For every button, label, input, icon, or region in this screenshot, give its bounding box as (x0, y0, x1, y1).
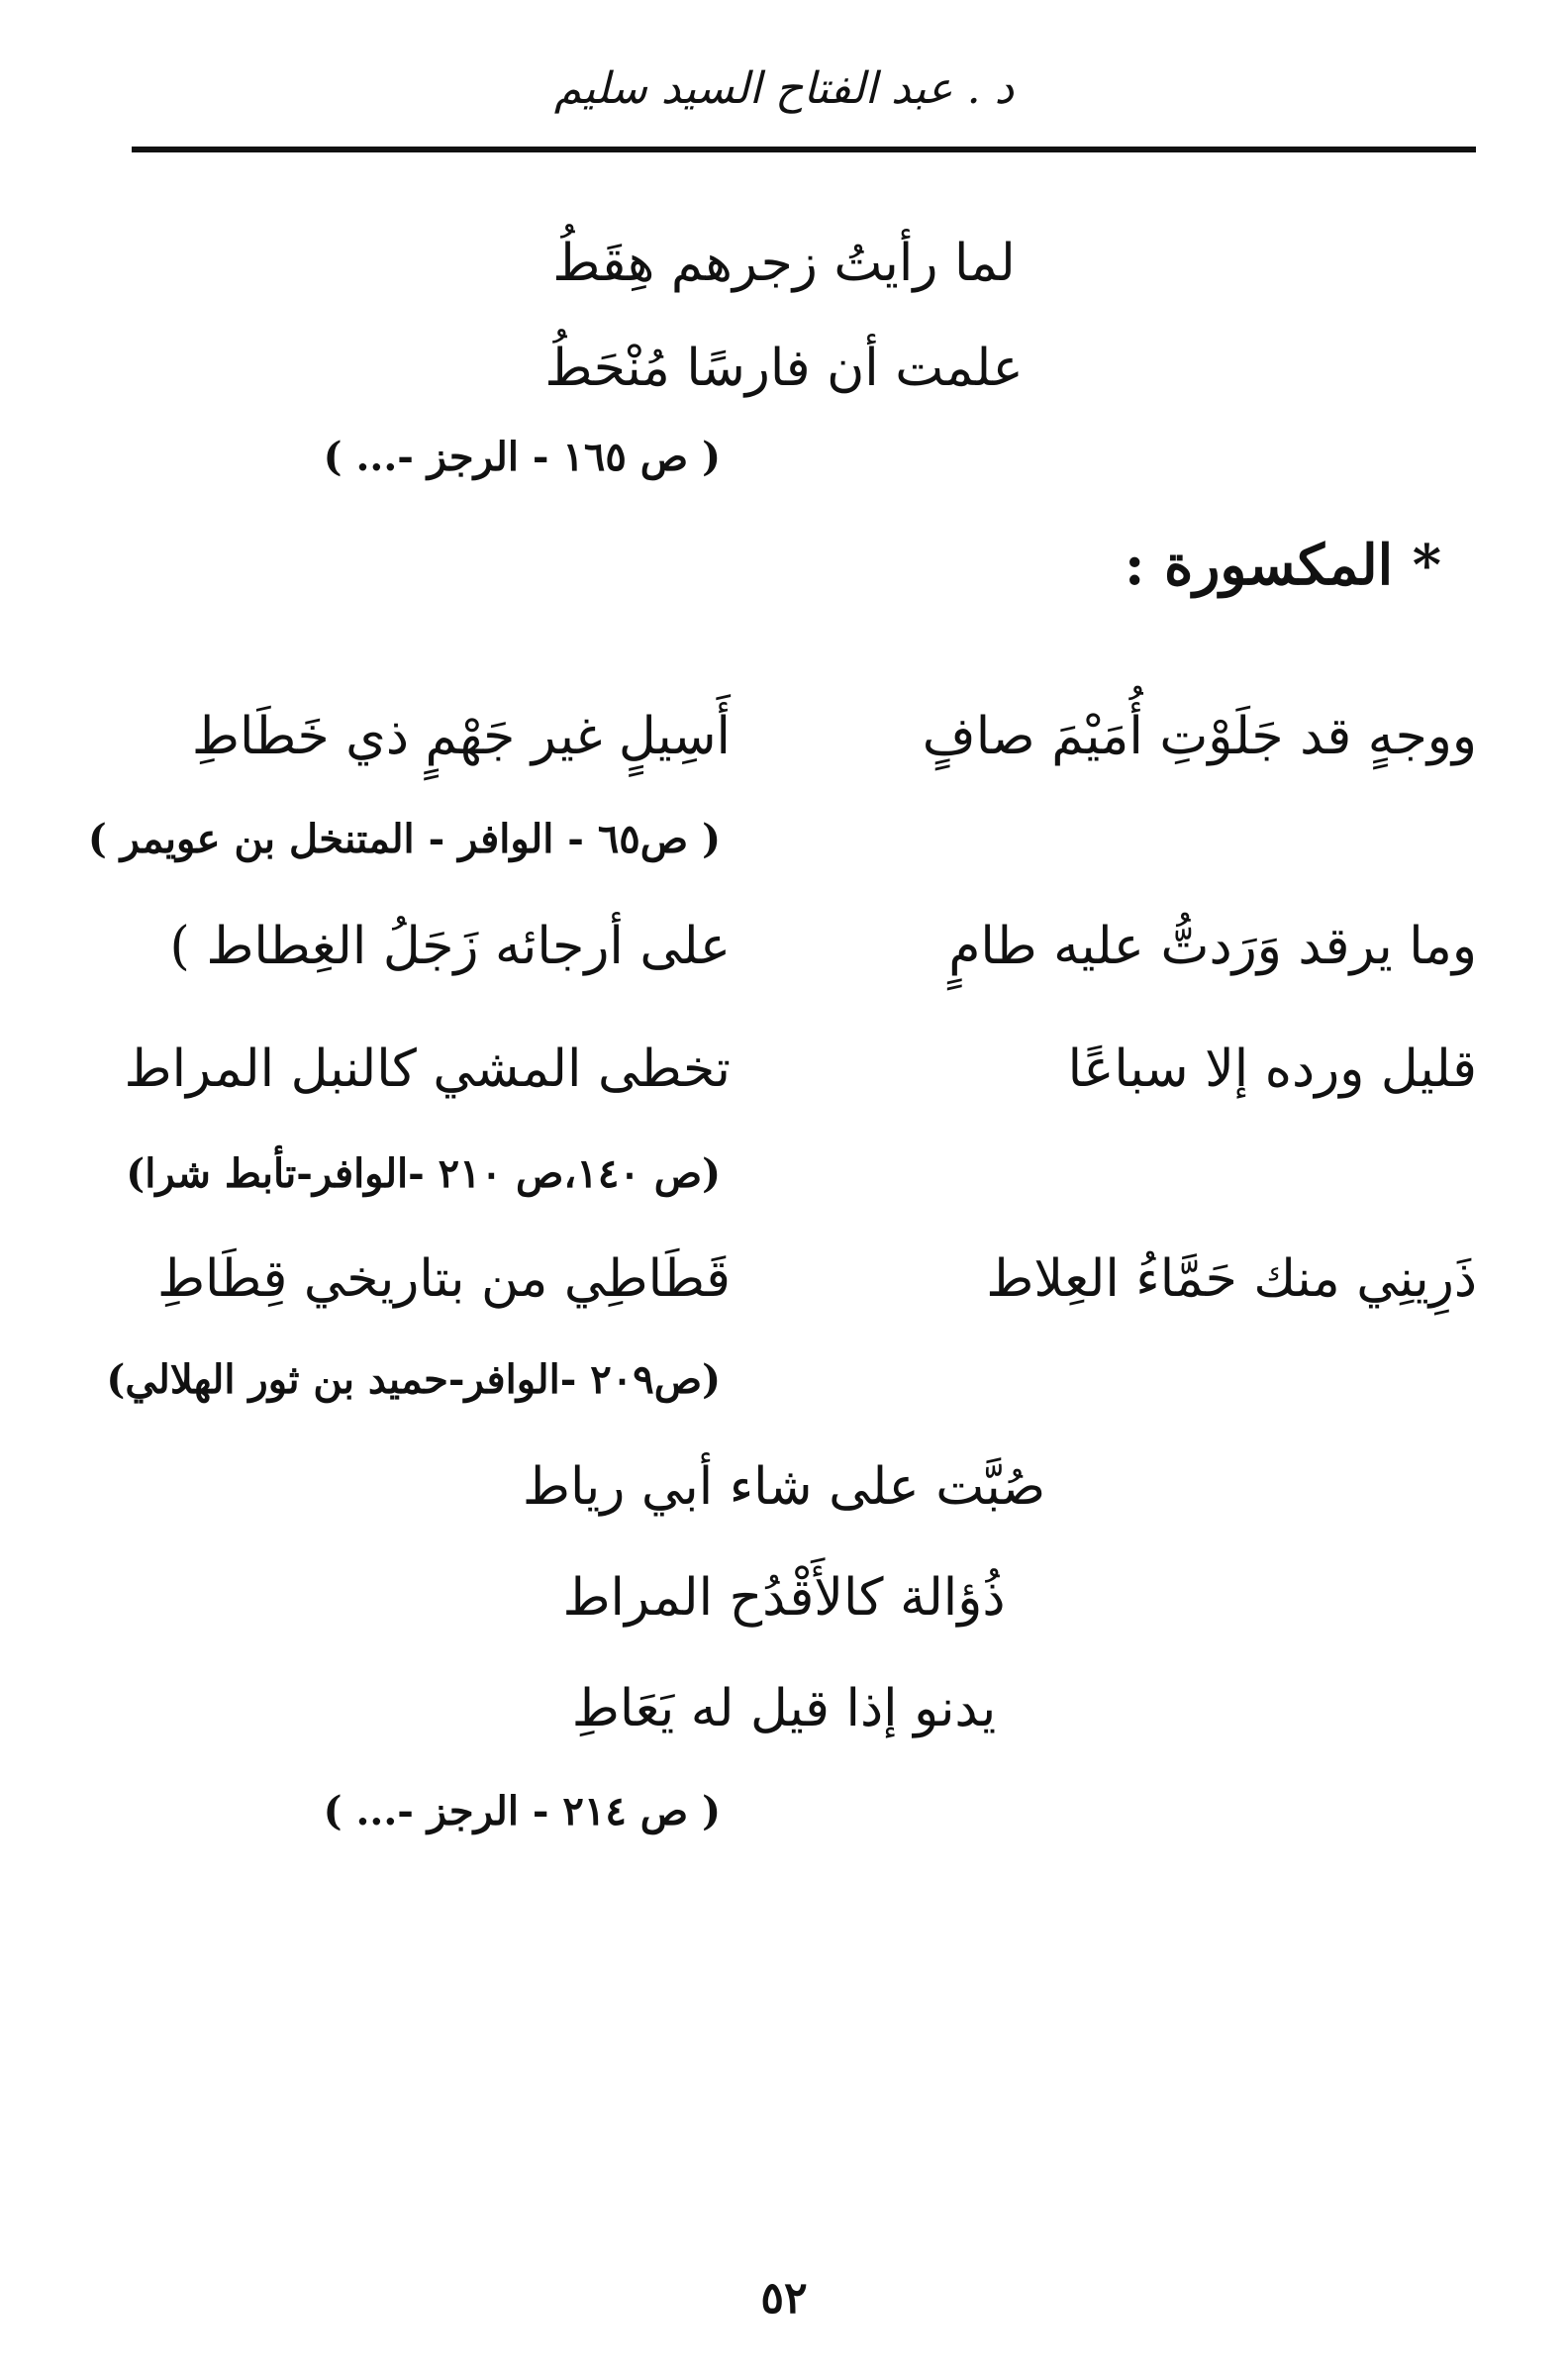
page-number: ٥٢ (760, 2273, 808, 2324)
verse-hemistich-right: ذَرِينِي منك حَمَّاءُ العِلاط (986, 1249, 1477, 1309)
citation: ( ص ٢١٤ - الرجز -... ) (323, 1788, 721, 1834)
citation: (ص ١٤٠،ص ٢١٠ -الوافر-تأبط شرا) (126, 1150, 721, 1197)
citation: ( ص ١٦٥ - الرجز -... ) (323, 434, 721, 480)
header-rule (132, 147, 1476, 152)
section-heading: * المكسورة : (1124, 533, 1441, 598)
verse-hemistich-left: قَطَاطِي من بتاريخي قِطَاطِ (156, 1249, 731, 1309)
verse-hemistich-left: تخطى المشي كالنبل المراط (124, 1040, 731, 1099)
verse-line: علمت أن فارسًا مُنْحَطُ (544, 339, 1024, 398)
verse-hemistich-right: قليل ورده إلا سباعًا (1067, 1040, 1477, 1099)
running-header-author: د . عبد الفتاح السيد سليم (553, 63, 1015, 114)
citation: ( ص٦٥ - الوافر - المتنخل بن عويمر ) (87, 816, 721, 862)
verse-line: صُبَّت على شاء أبي رياط (522, 1457, 1046, 1517)
citation: (ص٢٠٩ -الوافر-حميد بن ثور الهلالي) (106, 1356, 721, 1403)
verse-hemistich-right: وما يرقد وَرَدتُّ عليه طامٍ (948, 917, 1477, 976)
verse-line: ذُؤالة كالأَقْدُح المراط (562, 1568, 1006, 1628)
verse-hemistich-right: ووجهٍ قد جَلَوْتِ أُمَيْمَ صافٍ (922, 707, 1477, 766)
verse-line: لما رأيتُ زجرهم هِقَطُ (552, 234, 1016, 293)
verse-hemistich-left: على أرجائه زَجَلُ الغِطاط ) (169, 917, 731, 976)
verse-hemistich-left: أَسِيلٍ غير جَهْمٍ ذي خَطَاطِ (191, 707, 731, 766)
verse-line: يدنو إذا قيل له يَعَاطِ (571, 1679, 997, 1738)
